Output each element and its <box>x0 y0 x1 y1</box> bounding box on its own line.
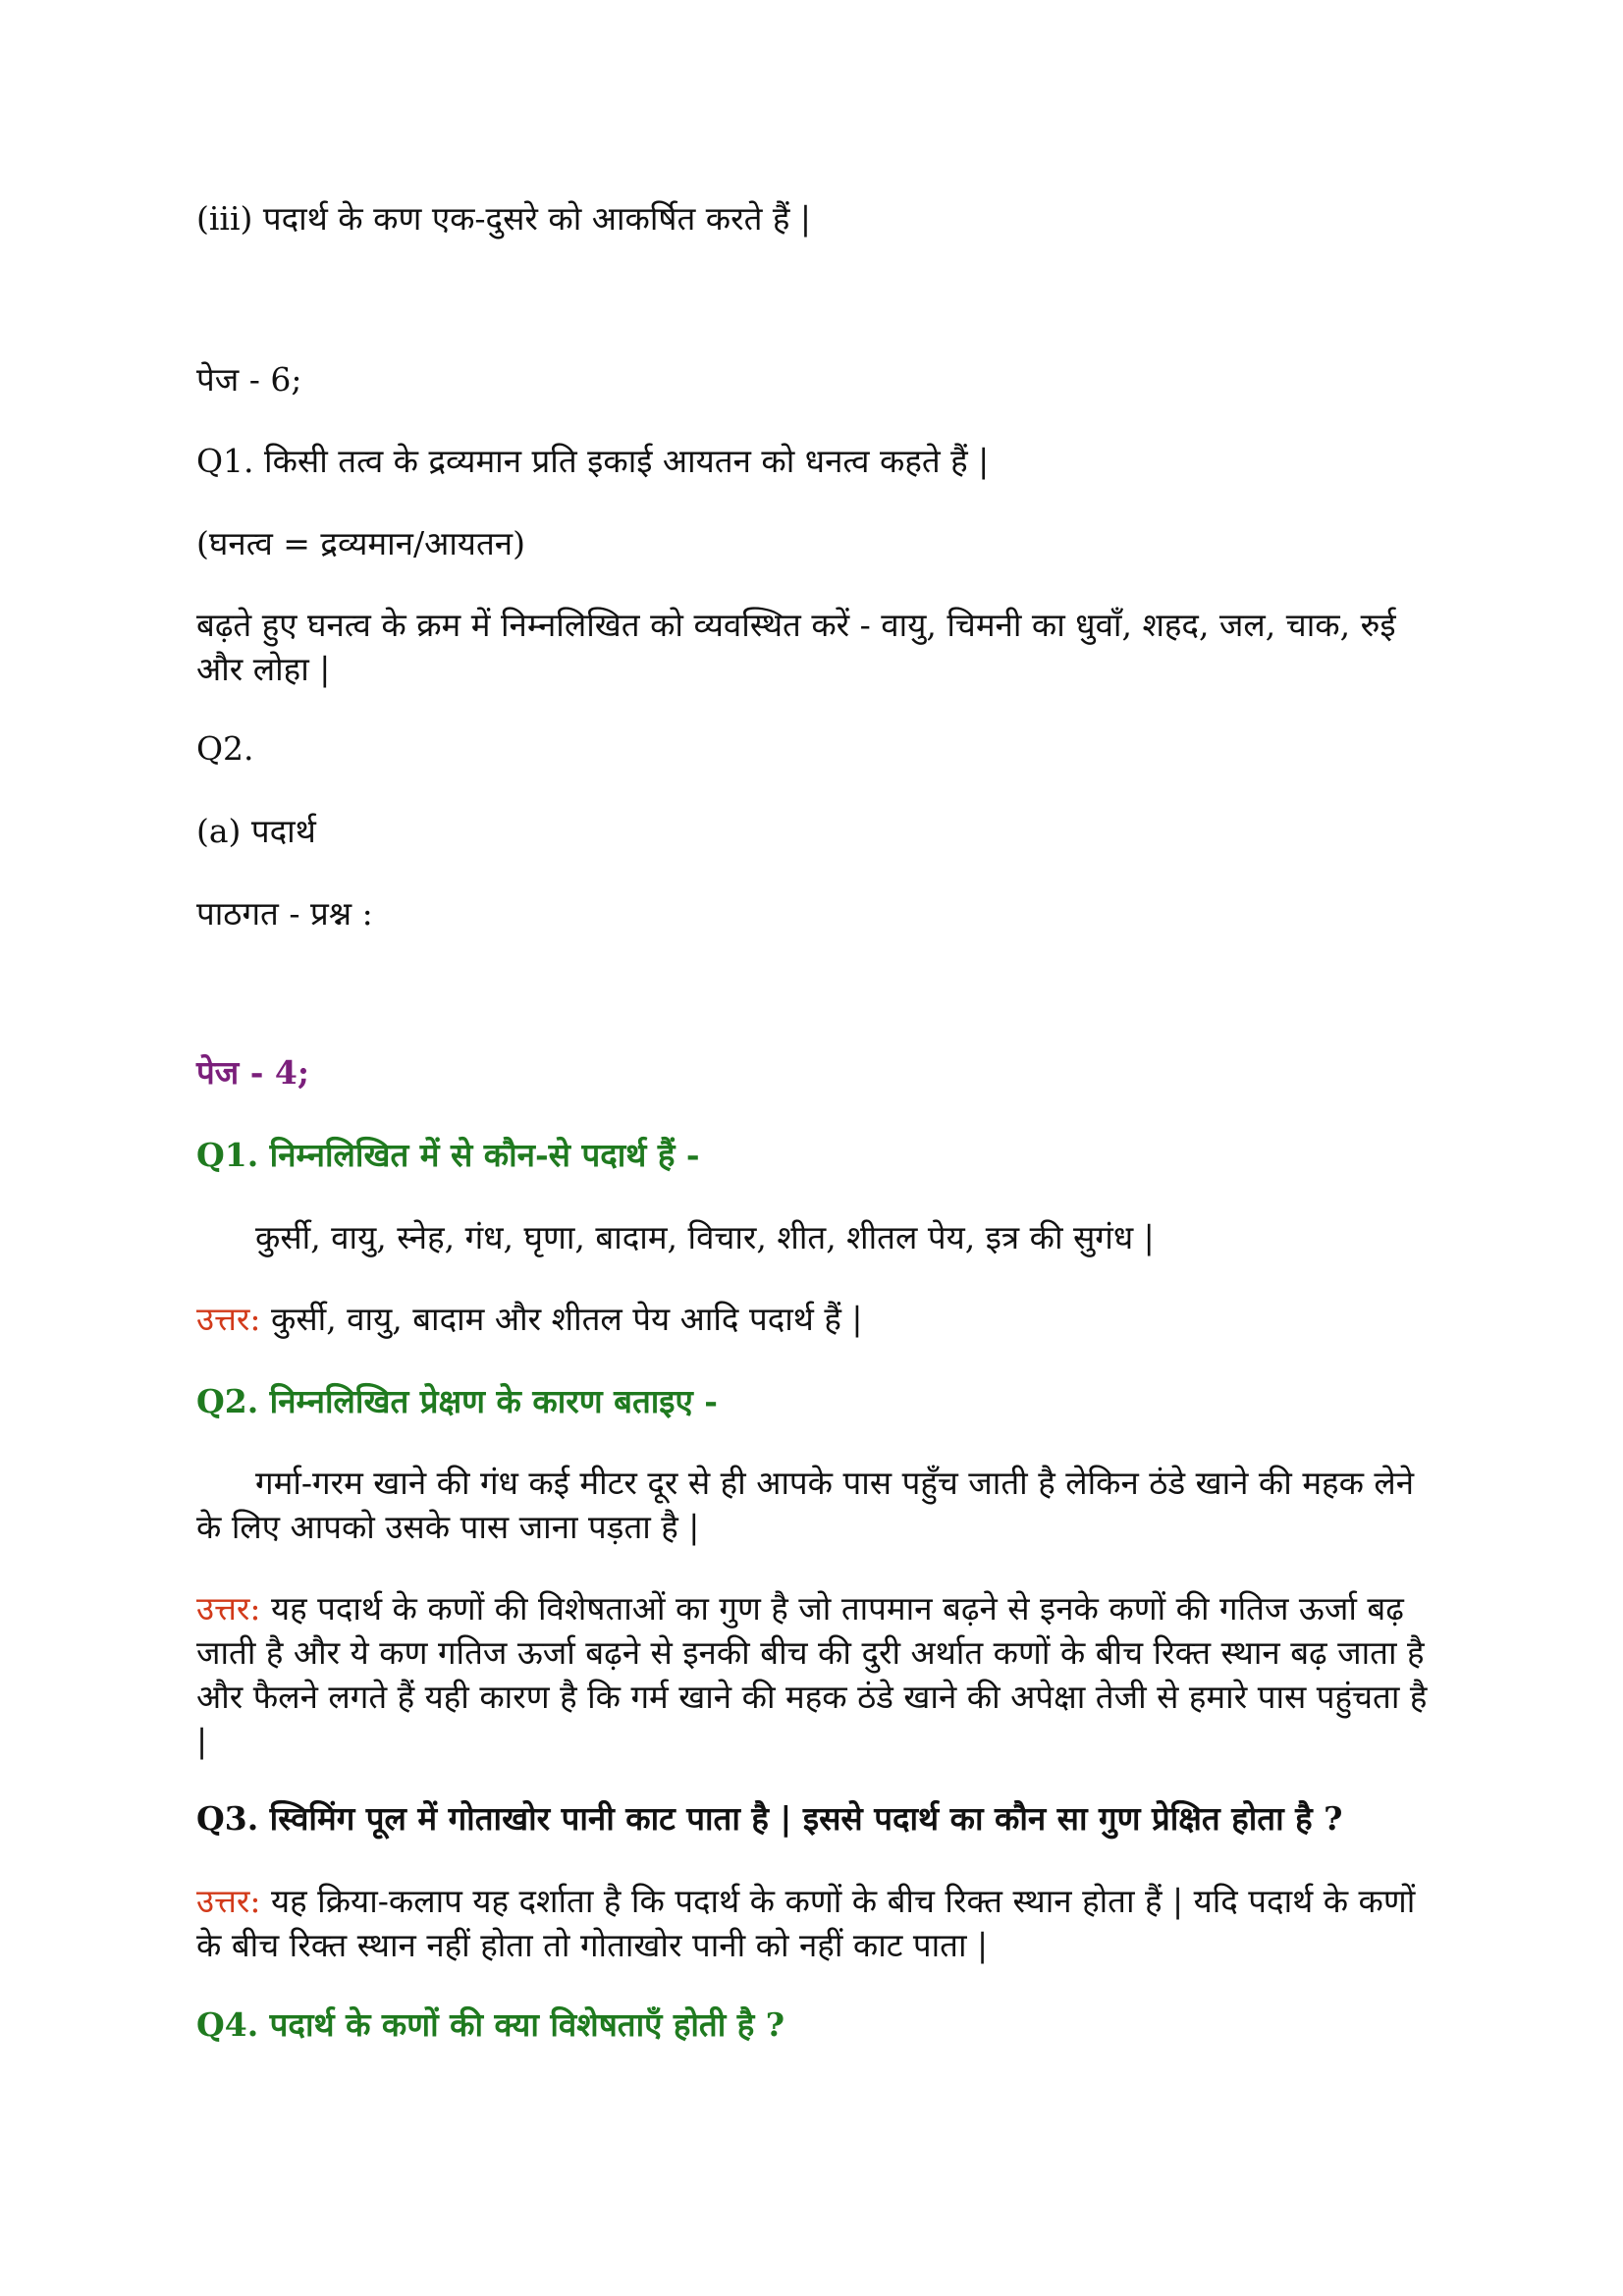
q1-density-definition: Q1. किसी तत्व के द्रव्यमान प्रति इकाई आयतन को धनत्व कहते हैं | <box>196 442 990 480</box>
q3-answer <box>196 1879 1434 1967</box>
answer-label: उत्तर: <box>196 1589 261 1628</box>
page-heading-4: पेज - 4; <box>196 1053 310 1092</box>
q1-items: कुर्सी, वायु, स्नेह, गंध, घृणा, बादाम, विचार, शीत, शीतल पेय, इत्र की सुगंध | <box>255 1218 1155 1256</box>
option-a: (a) पदार्थ <box>196 812 316 850</box>
q2-statement: गर्मा-गरम खाने की गंध कई मीटर दूर से ही आपके पास पहुँच जाती है लेकिन ठंडे खाने की महक लेने के लिए आपको उसके पास जाना पड़ता है | <box>196 1464 1415 1546</box>
answer-text: यह पदार्थ के कणों की विशेषताओं का गुण है जो तापमान बढ़ने से इनके कणों की गतिज ऊर्जा बढ़ जाती है और ये कण गतिज ऊर्जा बढ़ने से इनकी बीच की दुरी अर्थात कणों के बीच रिक्त स्थान बढ़ जाता है और फैलने लगते हैं यही कारण है कि गर्म खाने की महक ठंडे खाने की अपेक्षा तेजी से हमारे पास पहुंचता है | <box>196 1589 1428 1760</box>
answer-label: उत्तर: <box>196 1300 261 1338</box>
q2-question: Q2. निम्नलिखित प्रेक्षण के कारण बताइए - <box>196 1382 718 1420</box>
density-formula: (घनत्व = द्रव्यमान/आयतन) <box>196 524 525 562</box>
q2-label: Q2. <box>196 729 254 768</box>
q2-answer <box>196 1586 1434 1763</box>
text-line-iii: (iii) पदार्थ के कण एक-दुसरे को आकर्षित करते हैं | <box>196 199 812 238</box>
answer-text: यह क्रिया-कलाप यह दर्शाता है कि पदार्थ के कणों के बीच रिक्त स्थान होता हैं | यदि पदार्थ के कणों के बीच रिक्त स्थान नहीं होता तो गोताखोर पानी को नहीं काट पाता | <box>196 1882 1416 1964</box>
textual-questions-label: पाठगत - प्रश्न : <box>196 894 373 933</box>
q1-answer <box>196 1297 1434 1341</box>
answer-text: कुर्सी, वायु, बादाम और शीतल पेय आदि पदार्थ हैं | <box>260 1300 863 1338</box>
q1-question: Q1. निम्नलिखित में से कौन-से पदार्थ हैं - <box>196 1136 700 1174</box>
q4-question: Q4. पदार्थ के कणों की क्या विशेषताएँ होती है ? <box>196 2005 785 2044</box>
answer-label: उत्तर: <box>196 1882 261 1920</box>
page-ref-6: पेज - 6; <box>196 360 302 399</box>
density-order-question: बढ़ते हुए घनत्व के क्रम में निम्नलिखित को व्यवस्थित करें - वायु, चिमनी का धुवाँ, शहद, जल, चाक, रुई और लोहा | <box>196 606 1396 688</box>
q3-question: Q3. स्विमिंग पूल में गोताखोर पानी काट पाता है | इससे पदार्थ का कौन सा गुण प्रेक्षित होता है ? <box>196 1799 1343 1838</box>
